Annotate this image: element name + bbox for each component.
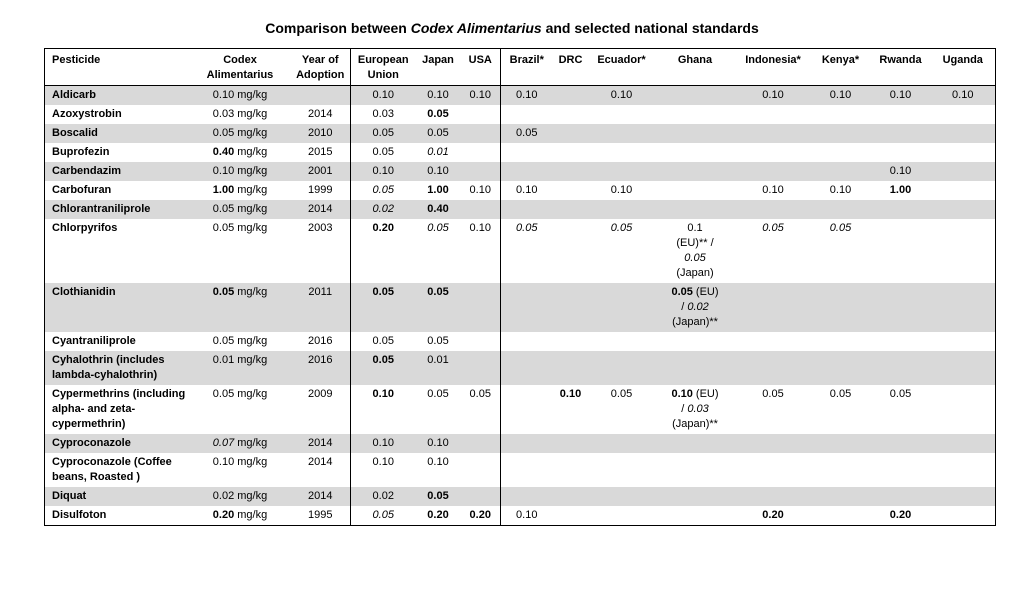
pesticide-name: Cyhalothrin (includes lambda-cyhalothrin)	[45, 351, 190, 385]
codex-cell: 0.10 mg/kg	[190, 86, 291, 106]
uganda-cell	[931, 162, 996, 181]
eu-cell: 0.03	[351, 105, 416, 124]
pesticide-name: Cypermethrins (including alpha- and zeta-cypermethrin)	[52, 388, 186, 430]
eu-cell: 0.05	[351, 332, 416, 351]
table-row	[45, 283, 996, 332]
rwanda-cell	[871, 453, 931, 487]
codex-cell: 0.10 mg/kg	[190, 162, 291, 181]
pesticide-name: Boscalid	[45, 124, 190, 143]
kenya-cell	[811, 434, 871, 453]
codex-cell: 0.05 mg/kg	[190, 200, 291, 219]
pesticide-name: Buprofezin	[52, 146, 110, 158]
ghana-cell	[655, 124, 736, 143]
indonesia-cell	[736, 105, 811, 124]
uganda-cell	[931, 332, 996, 351]
japan-cell: 0.05	[427, 335, 449, 347]
ghana-cell	[655, 434, 736, 453]
indonesia-cell	[736, 200, 811, 219]
drc-cell	[553, 181, 589, 200]
col-header-ghana: Ghana	[677, 54, 713, 66]
ecuador-cell	[589, 332, 655, 351]
brazil-cell	[501, 385, 553, 434]
indonesia-cell	[736, 283, 811, 332]
indonesia-cell	[736, 124, 811, 143]
indonesia-cell	[736, 332, 811, 351]
col-header-year: Year of Adoption	[296, 54, 345, 81]
kenya-cell	[811, 124, 871, 143]
ecuador-cell	[589, 105, 655, 124]
ghana-cell	[655, 162, 736, 181]
indonesia-cell: 0.20	[762, 509, 784, 521]
indonesia-cell: 0.10	[762, 184, 784, 196]
ecuador-cell	[589, 434, 655, 453]
indonesia-cell: 0.10	[736, 86, 811, 106]
year-cell: 1999	[308, 184, 333, 196]
rwanda-cell	[871, 124, 931, 143]
ecuador-cell	[589, 506, 655, 526]
drc-cell	[553, 86, 589, 106]
codex-cell: 0.05 mg/kg	[190, 283, 291, 332]
indonesia-cell	[736, 487, 811, 506]
year-cell: 2015	[308, 146, 333, 158]
year-cell: 2014	[291, 434, 351, 453]
drc-cell	[553, 143, 589, 162]
japan-cell: 0.05	[427, 222, 449, 234]
eu-cell: 0.05	[351, 181, 416, 200]
uganda-cell: 0.10	[931, 86, 996, 106]
indonesia-cell	[736, 143, 811, 162]
drc-cell: 0.10	[559, 388, 582, 400]
kenya-cell	[811, 143, 871, 162]
usa-cell: 0.10	[461, 86, 501, 106]
brazil-cell: 0.05	[501, 124, 553, 143]
table-row	[45, 143, 996, 162]
brazil-cell	[501, 143, 553, 162]
japan-cell: 0.05	[416, 487, 461, 506]
year-cell: 2003	[308, 222, 333, 234]
table-row	[45, 385, 996, 434]
col-header-kenya: Kenya*	[821, 54, 860, 66]
ghana-cell	[655, 86, 736, 106]
indonesia-cell	[736, 351, 811, 385]
table-row	[45, 434, 996, 453]
year-cell: 2014	[308, 108, 333, 120]
eu-cell: 0.20	[351, 219, 416, 283]
usa-cell	[461, 351, 501, 385]
kenya-cell	[811, 453, 871, 487]
codex-cell: 0.03 mg/kg	[212, 108, 268, 120]
uganda-cell	[931, 105, 996, 124]
japan-cell: 0.01	[427, 146, 449, 158]
uganda-cell	[931, 385, 996, 434]
col-header-ecuador: Ecuador*	[597, 54, 646, 66]
japan-cell: 0.05	[416, 124, 461, 143]
brazil-cell	[501, 487, 553, 506]
usa-cell	[461, 162, 501, 181]
kenya-cell: 0.10	[829, 184, 852, 196]
japan-cell: 0.40	[416, 200, 461, 219]
rwanda-cell: 0.05	[889, 388, 912, 400]
drc-cell	[553, 162, 589, 181]
usa-cell	[461, 487, 501, 506]
codex-cell: 0.02 mg/kg	[190, 487, 291, 506]
usa-cell	[461, 124, 501, 143]
japan-cell: 0.05	[416, 283, 461, 332]
rwanda-cell	[871, 105, 931, 124]
uganda-cell	[931, 124, 996, 143]
uganda-cell	[931, 487, 996, 506]
kenya-cell	[811, 351, 871, 385]
table-row	[45, 105, 996, 124]
kenya-cell: 0.10	[811, 86, 871, 106]
codex-cell: 0.10 mg/kg	[212, 456, 268, 468]
uganda-cell	[931, 351, 996, 385]
ecuador-cell	[589, 143, 655, 162]
brazil-cell: 0.10	[501, 86, 553, 106]
drc-cell	[553, 105, 589, 124]
drc-cell	[553, 453, 589, 487]
table-title: Comparison between Codex Alimentarius and selected national standards	[265, 20, 759, 36]
col-header-uganda: Uganda	[942, 54, 983, 66]
eu-cell: 0.02	[351, 200, 416, 219]
col-header-rwanda: Rwanda	[879, 54, 922, 66]
drc-cell	[553, 487, 589, 506]
table-row	[45, 86, 996, 106]
usa-cell: 0.20	[469, 509, 491, 521]
table-row	[45, 200, 996, 219]
drc-cell	[553, 200, 589, 219]
uganda-cell	[931, 200, 996, 219]
rwanda-cell	[871, 283, 931, 332]
usa-cell	[461, 332, 501, 351]
pesticide-name: Carbendazim	[45, 162, 190, 181]
ecuador-cell	[589, 453, 655, 487]
comparison-table	[44, 48, 996, 526]
header-row	[45, 49, 996, 86]
ecuador-cell	[589, 124, 655, 143]
codex-cell: 0.05 mg/kg	[190, 124, 291, 143]
codex-cell: 0.01 mg/kg	[190, 351, 291, 385]
japan-cell: 0.10	[416, 434, 461, 453]
rwanda-cell	[871, 351, 931, 385]
kenya-cell	[811, 162, 871, 181]
japan-cell: 0.10	[416, 86, 461, 106]
table-row	[45, 181, 996, 200]
ecuador-cell: 0.10	[589, 86, 655, 106]
japan-cell: 1.00	[427, 184, 449, 196]
rwanda-cell	[871, 143, 931, 162]
eu-cell: 0.05	[351, 351, 416, 385]
ghana-cell	[655, 181, 736, 200]
eu-cell: 0.10	[351, 434, 416, 453]
ecuador-cell: 0.10	[610, 184, 633, 196]
brazil-cell: 0.05	[501, 219, 553, 283]
pesticide-name: Azoxystrobin	[52, 108, 122, 120]
rwanda-cell: 0.10	[871, 162, 931, 181]
uganda-cell	[931, 283, 996, 332]
pesticide-name: Chlorpyrifos	[52, 222, 118, 234]
pesticide-name: Aldicarb	[45, 86, 190, 106]
col-header-indonesia: Indonesia*	[745, 54, 801, 66]
table-row	[45, 487, 996, 506]
eu-cell: 0.10	[351, 453, 416, 487]
ghana-cell	[655, 105, 736, 124]
ghana-cell	[655, 453, 736, 487]
table-row	[45, 162, 996, 181]
table-row	[45, 124, 996, 143]
year-cell: 2009	[308, 388, 333, 400]
kenya-cell	[811, 200, 871, 219]
ecuador-cell	[589, 162, 655, 181]
kenya-cell: 0.05	[829, 388, 852, 400]
uganda-cell	[931, 453, 996, 487]
indonesia-cell	[736, 434, 811, 453]
usa-cell	[461, 283, 501, 332]
usa-cell	[461, 143, 501, 162]
brazil-cell	[501, 453, 553, 487]
ecuador-cell	[589, 283, 655, 332]
brazil-cell	[501, 162, 553, 181]
year-cell: 2016	[291, 351, 351, 385]
pesticide-name: Chlorantraniliprole	[45, 200, 190, 219]
japan-cell: 0.20	[427, 509, 449, 521]
ghana-cell	[655, 200, 736, 219]
pesticide-name: Disulfoton	[52, 509, 107, 521]
drc-cell	[553, 124, 589, 143]
year-cell: 2014	[291, 200, 351, 219]
eu-cell: 0.10	[351, 385, 416, 434]
codex-cell: 0.07 mg/kg	[190, 434, 291, 453]
pesticide-name: Carbofuran	[52, 184, 112, 196]
usa-cell	[461, 105, 501, 124]
rwanda-cell	[871, 434, 931, 453]
japan-cell: 0.01	[416, 351, 461, 385]
ecuador-cell	[589, 351, 655, 385]
table-row	[45, 506, 996, 526]
col-header-brazil: Brazil*	[501, 49, 553, 86]
pesticide-name: Diquat	[45, 487, 190, 506]
eu-cell: 0.02	[351, 487, 416, 506]
drc-cell	[553, 351, 589, 385]
ghana-cell	[655, 506, 736, 526]
kenya-cell	[811, 506, 871, 526]
eu-cell: 0.05	[351, 143, 416, 162]
rwanda-cell: 0.20	[889, 509, 912, 521]
year-cell	[291, 86, 351, 106]
indonesia-cell: 0.05	[762, 222, 784, 234]
japan-cell: 0.10	[427, 456, 449, 468]
kenya-cell	[811, 283, 871, 332]
ecuador-cell	[589, 200, 655, 219]
rwanda-cell	[871, 200, 931, 219]
kenya-cell	[811, 487, 871, 506]
pesticide-name: Cyproconazole (Coffee beans, Roasted )	[52, 456, 172, 483]
rwanda-cell	[871, 332, 931, 351]
indonesia-cell	[736, 162, 811, 181]
brazil-cell: 0.10	[501, 181, 553, 200]
usa-cell	[461, 200, 501, 219]
codex-cell: 1.00 mg/kg	[212, 184, 268, 196]
col-header-pesticide: Pesticide	[52, 54, 101, 66]
ecuador-cell	[589, 487, 655, 506]
table-row	[45, 219, 996, 283]
ghana-cell: 0.1 (EU)** / 0.05 (Japan)	[676, 222, 714, 279]
usa-cell: 0.10	[469, 222, 491, 234]
year-cell: 2014	[291, 487, 351, 506]
usa-cell	[461, 434, 501, 453]
brazil-cell: 0.10	[501, 506, 553, 526]
year-cell: 1995	[308, 509, 333, 521]
ghana-cell	[655, 351, 736, 385]
brazil-cell	[501, 434, 553, 453]
eu-cell: 0.10	[351, 86, 416, 106]
codex-cell: 0.40 mg/kg	[212, 146, 268, 158]
ecuador-cell: 0.05	[610, 222, 633, 234]
drc-cell	[553, 219, 589, 283]
kenya-cell: 0.05	[829, 222, 852, 234]
rwanda-cell: 0.10	[871, 86, 931, 106]
drc-cell	[553, 332, 589, 351]
year-cell: 2010	[291, 124, 351, 143]
codex-cell: 0.05 mg/kg	[212, 335, 268, 347]
pesticide-name: Cyantraniliprole	[52, 335, 136, 347]
drc-cell	[553, 506, 589, 526]
japan-cell: 0.05	[427, 388, 449, 400]
kenya-cell	[811, 332, 871, 351]
brazil-cell	[501, 105, 553, 124]
uganda-cell	[931, 143, 996, 162]
eu-cell: 0.05	[351, 283, 416, 332]
rwanda-cell	[871, 219, 931, 283]
eu-cell: 0.10	[351, 162, 416, 181]
drc-cell	[553, 434, 589, 453]
usa-cell: 0.10	[469, 184, 491, 196]
indonesia-cell: 0.05	[762, 388, 784, 400]
table-row	[45, 453, 996, 487]
brazil-cell	[501, 283, 553, 332]
year-cell: 2016	[308, 335, 333, 347]
usa-cell	[461, 453, 501, 487]
col-header-eu: European Union	[351, 49, 416, 86]
kenya-cell	[811, 105, 871, 124]
rwanda-cell	[871, 487, 931, 506]
eu-cell: 0.05	[351, 124, 416, 143]
pesticide-name: Clothianidin	[45, 283, 190, 332]
indonesia-cell	[736, 453, 811, 487]
year-cell: 2011	[291, 283, 351, 332]
col-header-codex: Codex Alimentarius	[206, 54, 274, 81]
brazil-cell	[501, 332, 553, 351]
codex-cell: 0.05 mg/kg	[212, 222, 268, 234]
brazil-cell	[501, 351, 553, 385]
year-cell: 2014	[308, 456, 333, 468]
ghana-cell: 0.10 (EU) / 0.03 (Japan)**	[671, 388, 719, 430]
rwanda-cell: 1.00	[889, 184, 912, 196]
uganda-cell	[931, 506, 996, 526]
uganda-cell	[931, 434, 996, 453]
ghana-cell	[655, 332, 736, 351]
ghana-cell	[655, 487, 736, 506]
japan-cell: 0.05	[427, 108, 449, 120]
ghana-cell	[655, 143, 736, 162]
usa-cell: 0.05	[469, 388, 491, 400]
col-header-drc: DRC	[558, 54, 583, 66]
ecuador-cell: 0.05	[610, 388, 633, 400]
uganda-cell	[931, 181, 996, 200]
drc-cell	[553, 283, 589, 332]
japan-cell: 0.10	[416, 162, 461, 181]
pesticide-name: Cyproconazole	[45, 434, 190, 453]
col-header-usa: USA	[468, 54, 492, 66]
ghana-cell: 0.05 (EU) / 0.02 (Japan)**	[655, 283, 736, 332]
brazil-cell	[501, 200, 553, 219]
eu-cell: 0.05	[351, 506, 416, 526]
year-cell: 2001	[291, 162, 351, 181]
uganda-cell	[931, 219, 996, 283]
table-row	[45, 351, 996, 385]
codex-cell: 0.20 mg/kg	[212, 509, 268, 521]
col-header-japan: Japan	[422, 54, 454, 66]
codex-cell: 0.05 mg/kg	[212, 388, 268, 400]
table-row	[45, 332, 996, 351]
